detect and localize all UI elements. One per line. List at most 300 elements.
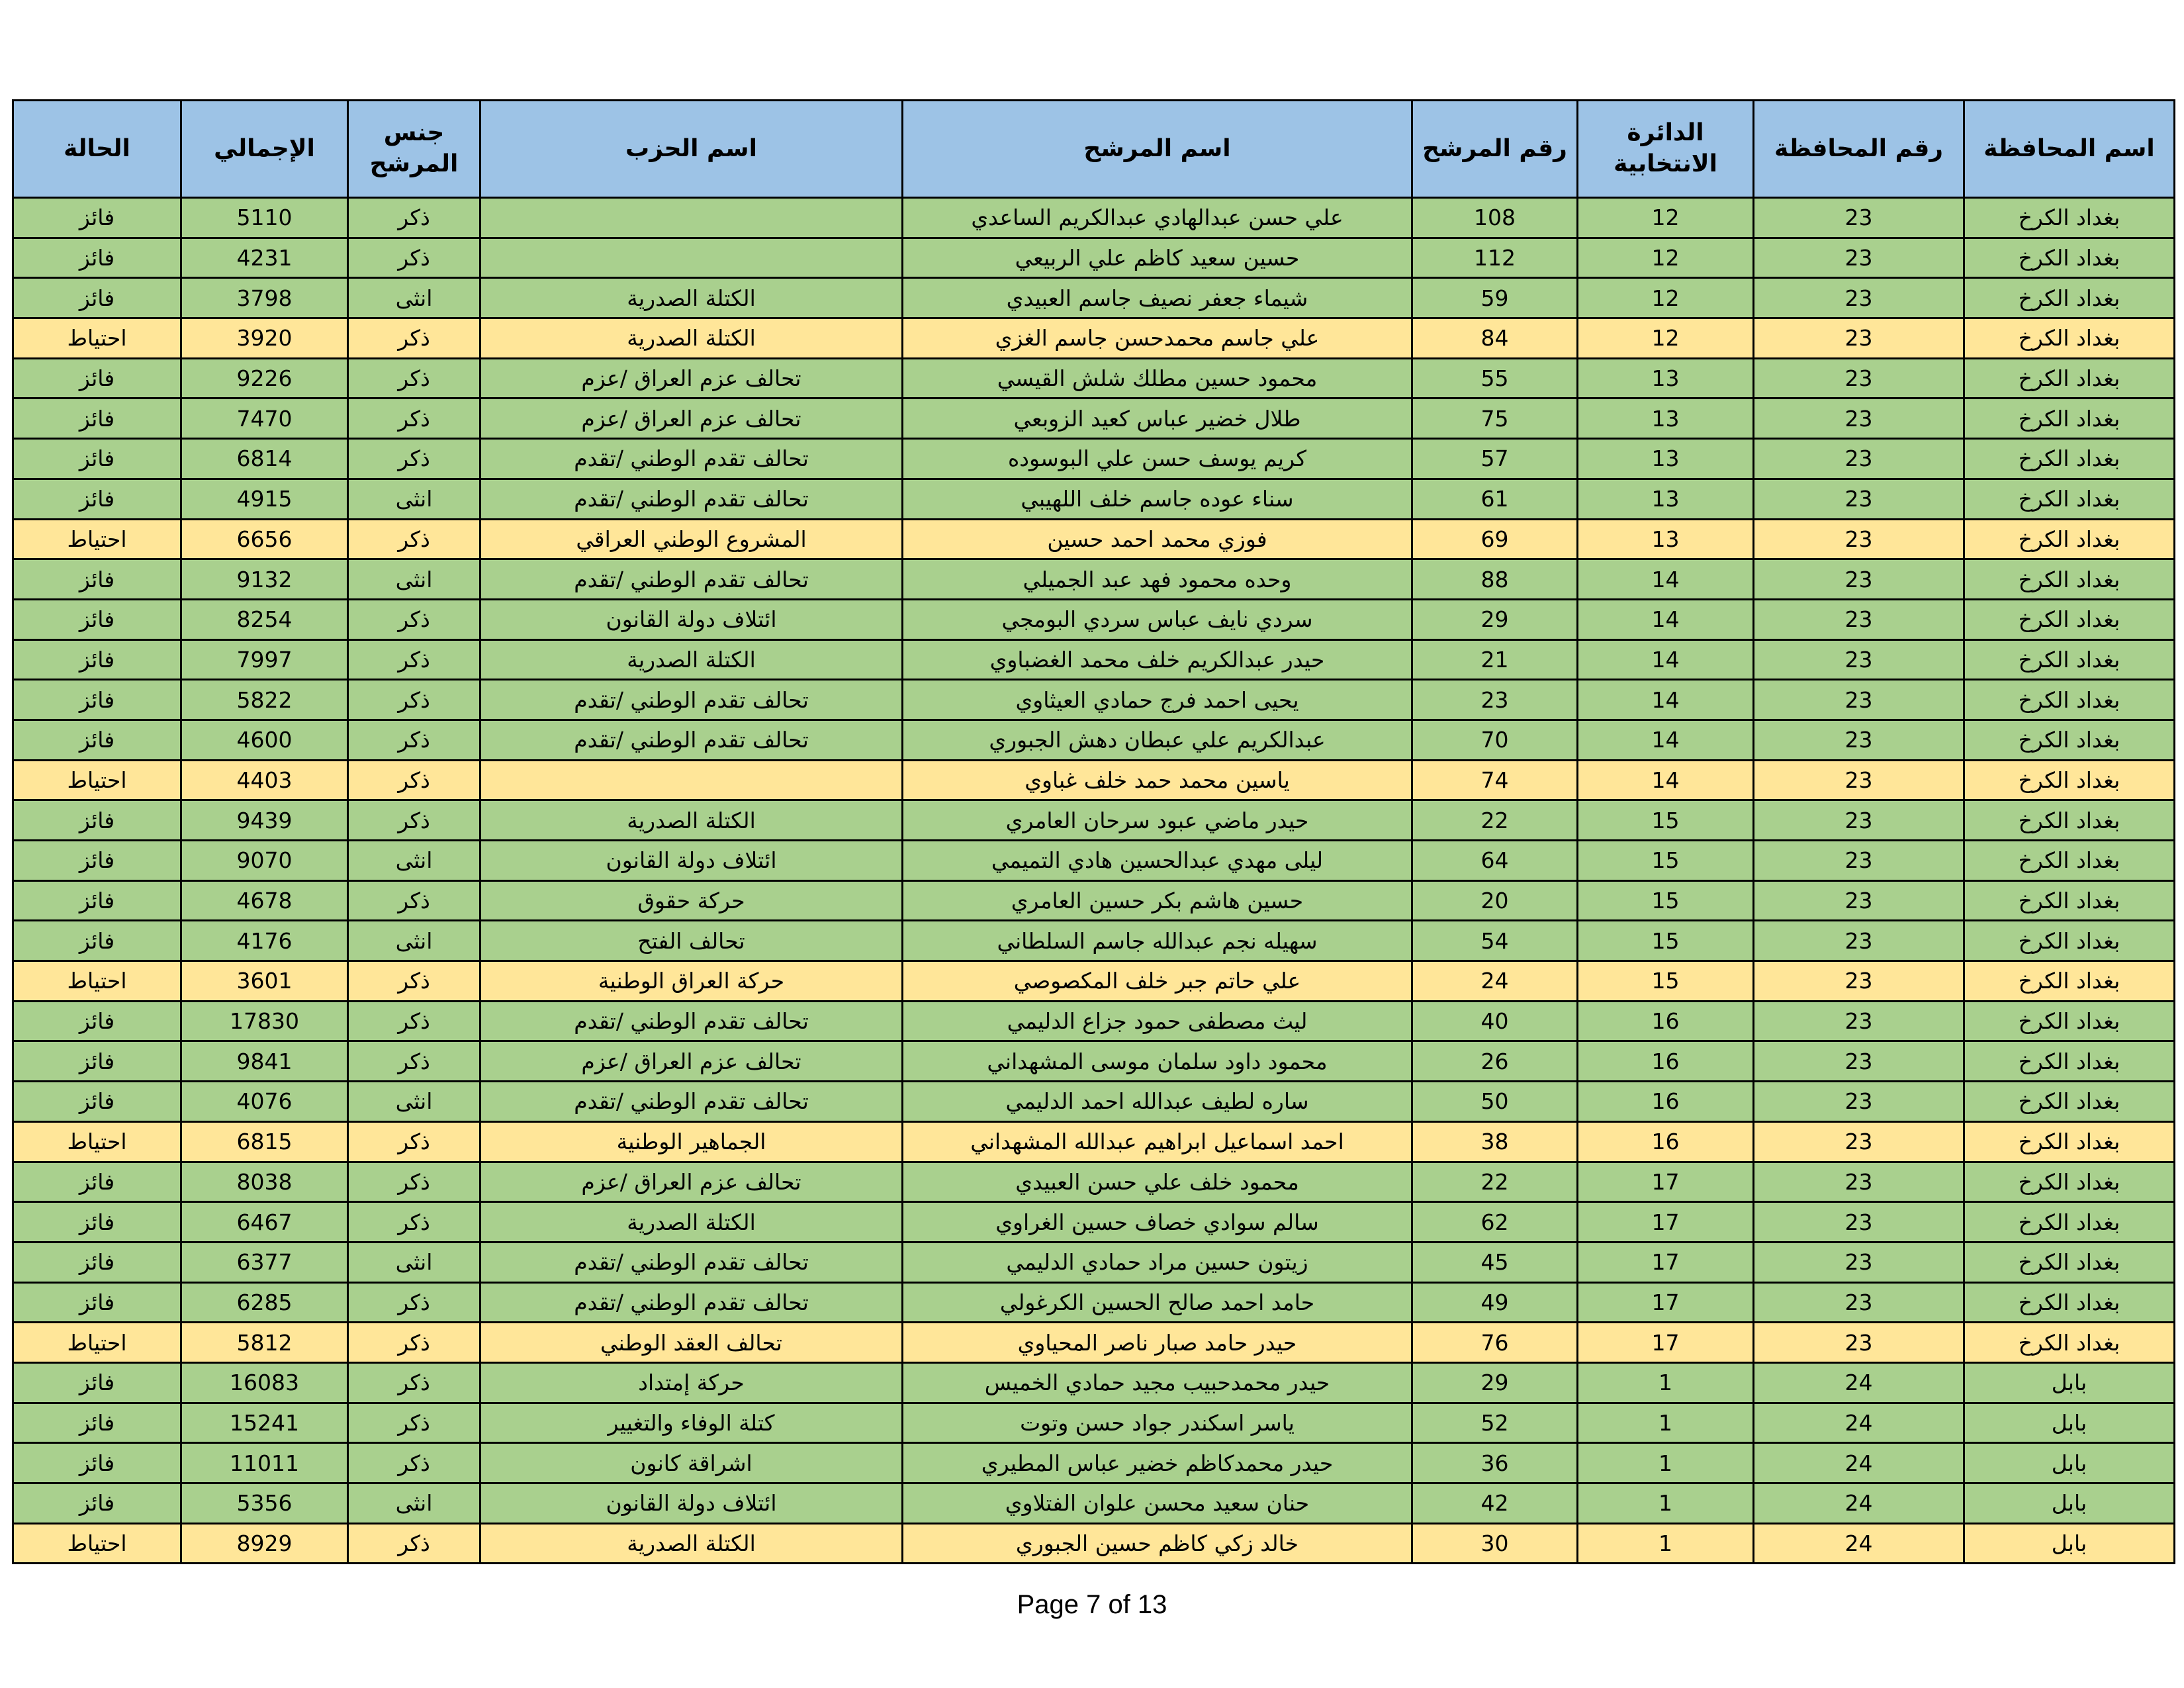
cell-party-name: تحالف تقدم الوطني /تقدم [480, 439, 903, 479]
cell-candidate-number: 57 [1412, 439, 1578, 479]
table-row [13, 1041, 2175, 1082]
cell-status: احتياط [13, 1323, 181, 1363]
table-row [13, 1162, 2175, 1202]
cell-party-name: تحالف تقدم الوطني /تقدم [480, 1242, 903, 1282]
cell-province-name: بغداد الكرخ [1964, 238, 2175, 278]
cell-candidate-name: علي حاتم جبر خلف المكصوصي [903, 961, 1412, 1002]
cell-party-name: تحالف تقدم الوطني /تقدم [480, 479, 903, 519]
cell-candidate-number: 76 [1412, 1323, 1578, 1363]
table-row [13, 1242, 2175, 1282]
cell-province-name: بابل [1964, 1483, 2175, 1524]
cell-province-name: بغداد الكرخ [1964, 1041, 2175, 1082]
cell-total-votes: 9132 [181, 559, 348, 600]
cell-total-votes: 6285 [181, 1282, 348, 1323]
cell-candidate-number: 26 [1412, 1041, 1578, 1082]
cell-candidate-name: علي جاسم محمدحسن جاسم الغزي [903, 318, 1412, 359]
cell-electoral-district: 15 [1578, 880, 1754, 921]
cell-candidate-name: سالم سوادي خصاف حسين الغراوي [903, 1202, 1412, 1243]
cell-province-number: 24 [1754, 1523, 1964, 1564]
cell-candidate-number: 55 [1412, 358, 1578, 399]
cell-candidate-number: 45 [1412, 1242, 1578, 1282]
cell-total-votes: 6815 [181, 1121, 348, 1162]
cell-province-name: بغداد الكرخ [1964, 1282, 2175, 1323]
cell-electoral-district: 16 [1578, 1121, 1754, 1162]
cell-electoral-district: 15 [1578, 921, 1754, 961]
cell-status: فائز [13, 439, 181, 479]
cell-candidate-name: حيدر محمدكاظم خضير عباس المطيري [903, 1443, 1412, 1483]
header-total-votes: الإجمالي [181, 101, 348, 198]
cell-electoral-district: 1 [1578, 1483, 1754, 1524]
cell-candidate-gender: ذكر [348, 961, 480, 1002]
cell-province-number: 24 [1754, 1443, 1964, 1483]
cell-status: احتياط [13, 318, 181, 359]
cell-province-name: بغداد الكرخ [1964, 841, 2175, 881]
cell-total-votes: 6377 [181, 1242, 348, 1282]
cell-party-name: ائتلاف دولة القانون [480, 599, 903, 639]
cell-electoral-district: 13 [1578, 439, 1754, 479]
cell-total-votes: 17830 [181, 1001, 348, 1041]
results-table [12, 99, 2175, 1564]
table-row [13, 439, 2175, 479]
cell-candidate-number: 38 [1412, 1121, 1578, 1162]
cell-province-name: بغداد الكرخ [1964, 358, 2175, 399]
cell-candidate-gender: انثى [348, 1082, 480, 1122]
cell-candidate-gender: ذكر [348, 1202, 480, 1243]
cell-province-number: 23 [1754, 559, 1964, 600]
table-row [13, 1001, 2175, 1041]
cell-status: فائز [13, 238, 181, 278]
cell-province-number: 23 [1754, 278, 1964, 318]
cell-candidate-gender: ذكر [348, 1121, 480, 1162]
cell-candidate-name: وحده محمود فهد عبد الجميلي [903, 559, 1412, 600]
cell-candidate-number: 49 [1412, 1282, 1578, 1323]
cell-province-number: 24 [1754, 1403, 1964, 1443]
cell-total-votes: 7470 [181, 399, 348, 439]
cell-province-number: 23 [1754, 680, 1964, 720]
cell-status: فائز [13, 680, 181, 720]
table-row [13, 1323, 2175, 1363]
cell-candidate-number: 74 [1412, 760, 1578, 800]
cell-total-votes: 9439 [181, 800, 348, 841]
cell-party-name: الكتلة الصدرية [480, 800, 903, 841]
cell-party-name: حركة حقوق [480, 880, 903, 921]
cell-province-name: بابل [1964, 1443, 2175, 1483]
cell-candidate-name: محمود حسين مطلك شلش القيسي [903, 358, 1412, 399]
cell-total-votes: 11011 [181, 1443, 348, 1483]
cell-electoral-district: 12 [1578, 238, 1754, 278]
table-row [13, 1483, 2175, 1524]
cell-province-name: بغداد الكرخ [1964, 720, 2175, 760]
cell-candidate-name: ليلى مهدي عبدالحسين هادي التميمي [903, 841, 1412, 881]
cell-province-number: 23 [1754, 1082, 1964, 1122]
cell-electoral-district: 15 [1578, 961, 1754, 1002]
table-row [13, 1443, 2175, 1483]
table-row [13, 800, 2175, 841]
cell-candidate-name: عبدالكريم علي عبطان دهش الجبوري [903, 720, 1412, 760]
cell-electoral-district: 1 [1578, 1403, 1754, 1443]
cell-candidate-name: سردي نايف عباس سردي البومجي [903, 599, 1412, 639]
cell-candidate-gender: ذكر [348, 1282, 480, 1323]
cell-status: فائز [13, 1162, 181, 1202]
cell-province-number: 23 [1754, 358, 1964, 399]
cell-total-votes: 4076 [181, 1082, 348, 1122]
cell-status: فائز [13, 841, 181, 881]
cell-candidate-number: 42 [1412, 1483, 1578, 1524]
cell-candidate-gender: انثى [348, 1483, 480, 1524]
cell-candidate-gender: ذكر [348, 1162, 480, 1202]
cell-province-name: بابل [1964, 1362, 2175, 1403]
cell-candidate-name: سناء عوده جاسم خلف اللهيبي [903, 479, 1412, 519]
cell-total-votes: 16083 [181, 1362, 348, 1403]
table-row [13, 1121, 2175, 1162]
cell-candidate-gender: انثى [348, 841, 480, 881]
cell-candidate-number: 29 [1412, 599, 1578, 639]
cell-status: فائز [13, 599, 181, 639]
cell-candidate-gender: ذكر [348, 880, 480, 921]
table-row [13, 841, 2175, 881]
cell-candidate-number: 30 [1412, 1523, 1578, 1564]
cell-total-votes: 8038 [181, 1162, 348, 1202]
cell-candidate-name: زيتون حسين مراد حمادي الدليمي [903, 1242, 1412, 1282]
cell-province-number: 23 [1754, 760, 1964, 800]
cell-party-name: تحالف عزم العراق /عزم [480, 358, 903, 399]
cell-party-name: المشروع الوطني العراقي [480, 519, 903, 559]
cell-candidate-gender: ذكر [348, 760, 480, 800]
cell-province-number: 23 [1754, 479, 1964, 519]
cell-party-name: الكتلة الصدرية [480, 278, 903, 318]
cell-electoral-district: 17 [1578, 1282, 1754, 1323]
cell-candidate-number: 69 [1412, 519, 1578, 559]
cell-electoral-district: 13 [1578, 399, 1754, 439]
cell-candidate-name: حيدر ماضي عبود سرحان العامري [903, 800, 1412, 841]
cell-candidate-gender: ذكر [348, 238, 480, 278]
cell-candidate-name: علي حسن عبدالهادي عبدالكريم الساعدي [903, 198, 1412, 238]
cell-candidate-gender: ذكر [348, 1443, 480, 1483]
cell-total-votes: 5356 [181, 1483, 348, 1524]
cell-party-name [480, 238, 903, 278]
cell-candidate-name: حنان سعيد محسن علوان الفتلاوي [903, 1483, 1412, 1524]
cell-candidate-number: 75 [1412, 399, 1578, 439]
cell-province-number: 23 [1754, 639, 1964, 680]
cell-electoral-district: 12 [1578, 278, 1754, 318]
table-row [13, 479, 2175, 519]
cell-party-name: تحالف عزم العراق /عزم [480, 399, 903, 439]
cell-party-name: حركة العراق الوطنية [480, 961, 903, 1002]
cell-candidate-name: حسين هاشم بكر حسين العامري [903, 880, 1412, 921]
cell-candidate-gender: ذكر [348, 399, 480, 439]
cell-status: فائز [13, 1082, 181, 1122]
cell-status: فائز [13, 1483, 181, 1524]
cell-status: احتياط [13, 1523, 181, 1564]
cell-status: فائز [13, 559, 181, 600]
cell-province-number: 23 [1754, 880, 1964, 921]
table-row [13, 760, 2175, 800]
cell-province-number: 23 [1754, 1162, 1964, 1202]
cell-province-name: بغداد الكرخ [1964, 439, 2175, 479]
cell-province-name: بغداد الكرخ [1964, 559, 2175, 600]
cell-candidate-number: 22 [1412, 1162, 1578, 1202]
cell-province-number: 23 [1754, 921, 1964, 961]
cell-status: فائز [13, 1202, 181, 1243]
cell-province-number: 23 [1754, 841, 1964, 881]
header-province-name: اسم المحافظة [1964, 101, 2175, 198]
cell-electoral-district: 14 [1578, 599, 1754, 639]
cell-province-number: 23 [1754, 198, 1964, 238]
cell-province-number: 23 [1754, 720, 1964, 760]
cell-candidate-number: 64 [1412, 841, 1578, 881]
cell-province-name: بغداد الكرخ [1964, 1162, 2175, 1202]
cell-province-name: بغداد الكرخ [1964, 1082, 2175, 1122]
cell-candidate-number: 70 [1412, 720, 1578, 760]
cell-province-number: 23 [1754, 399, 1964, 439]
cell-total-votes: 7997 [181, 639, 348, 680]
cell-total-votes: 9841 [181, 1041, 348, 1082]
cell-total-votes: 6467 [181, 1202, 348, 1243]
header-candidate-name: اسم المرشح [903, 101, 1412, 198]
table-row [13, 358, 2175, 399]
cell-status: فائز [13, 479, 181, 519]
cell-total-votes: 8929 [181, 1523, 348, 1564]
cell-province-number: 23 [1754, 1323, 1964, 1363]
cell-province-name: بغداد الكرخ [1964, 639, 2175, 680]
cell-candidate-name: يحيى احمد فرج حمادي العيثاوي [903, 680, 1412, 720]
cell-electoral-district: 17 [1578, 1202, 1754, 1243]
cell-electoral-district: 15 [1578, 800, 1754, 841]
cell-electoral-district: 17 [1578, 1323, 1754, 1363]
table-row [13, 399, 2175, 439]
cell-status: فائز [13, 1041, 181, 1082]
table-row [13, 880, 2175, 921]
cell-party-name: تحالف الفتح [480, 921, 903, 961]
cell-candidate-name: طلال خضير عباس كعيد الزوبعي [903, 399, 1412, 439]
table-row [13, 1403, 2175, 1443]
cell-province-name: بغداد الكرخ [1964, 880, 2175, 921]
cell-province-name: بغداد الكرخ [1964, 921, 2175, 961]
cell-province-number: 23 [1754, 1041, 1964, 1082]
cell-province-name: بغداد الكرخ [1964, 479, 2175, 519]
table-row [13, 198, 2175, 238]
cell-status: فائز [13, 880, 181, 921]
cell-province-number: 23 [1754, 1121, 1964, 1162]
table-row [13, 1082, 2175, 1122]
header-status: الحالة [13, 101, 181, 198]
table-row [13, 1362, 2175, 1403]
cell-candidate-gender: ذكر [348, 680, 480, 720]
cell-candidate-number: 62 [1412, 1202, 1578, 1243]
cell-party-name: ائتلاف دولة القانون [480, 841, 903, 881]
cell-party-name: تحالف تقدم الوطني /تقدم [480, 1282, 903, 1323]
cell-province-number: 23 [1754, 1001, 1964, 1041]
cell-candidate-gender: ذكر [348, 800, 480, 841]
cell-total-votes: 4176 [181, 921, 348, 961]
cell-electoral-district: 14 [1578, 720, 1754, 760]
cell-status: فائز [13, 399, 181, 439]
cell-province-name: بغداد الكرخ [1964, 278, 2175, 318]
cell-candidate-number: 22 [1412, 800, 1578, 841]
table-row [13, 318, 2175, 359]
cell-candidate-gender: ذكر [348, 720, 480, 760]
cell-party-name: الكتلة الصدرية [480, 639, 903, 680]
cell-candidate-gender: انثى [348, 921, 480, 961]
cell-total-votes: 8254 [181, 599, 348, 639]
cell-candidate-gender: ذكر [348, 1323, 480, 1363]
cell-party-name: تحالف عزم العراق /عزم [480, 1041, 903, 1082]
cell-candidate-gender: انثى [348, 559, 480, 600]
cell-province-name: بغداد الكرخ [1964, 961, 2175, 1002]
cell-status: احتياط [13, 519, 181, 559]
cell-province-number: 23 [1754, 318, 1964, 359]
cell-electoral-district: 13 [1578, 479, 1754, 519]
cell-party-name: الكتلة الصدرية [480, 318, 903, 359]
cell-candidate-gender: انثى [348, 479, 480, 519]
cell-status: فائز [13, 1362, 181, 1403]
cell-candidate-gender: ذكر [348, 639, 480, 680]
header-candidate-number: رقم المرشح [1412, 101, 1578, 198]
cell-electoral-district: 12 [1578, 198, 1754, 238]
cell-party-name: تحالف تقدم الوطني /تقدم [480, 1001, 903, 1041]
cell-total-votes: 5812 [181, 1323, 348, 1363]
cell-party-name [480, 198, 903, 238]
cell-status: فائز [13, 1282, 181, 1323]
cell-electoral-district: 16 [1578, 1001, 1754, 1041]
cell-status: فائز [13, 1242, 181, 1282]
cell-province-name: بغداد الكرخ [1964, 1242, 2175, 1282]
cell-candidate-number: 52 [1412, 1403, 1578, 1443]
cell-electoral-district: 13 [1578, 519, 1754, 559]
cell-candidate-number: 54 [1412, 921, 1578, 961]
cell-province-name: بغداد الكرخ [1964, 680, 2175, 720]
cell-candidate-name: ياسر اسكندر جواد حسن وتوت [903, 1403, 1412, 1443]
cell-province-name: بغداد الكرخ [1964, 800, 2175, 841]
cell-province-name: بغداد الكرخ [1964, 318, 2175, 359]
cell-electoral-district: 16 [1578, 1082, 1754, 1122]
table-row [13, 680, 2175, 720]
cell-province-name: بابل [1964, 1523, 2175, 1564]
table-row [13, 639, 2175, 680]
cell-candidate-name: سهيله نجم عبدالله جاسم السلطاني [903, 921, 1412, 961]
cell-candidate-gender: ذكر [348, 1403, 480, 1443]
cell-candidate-number: 108 [1412, 198, 1578, 238]
cell-electoral-district: 16 [1578, 1041, 1754, 1082]
table-row [13, 1202, 2175, 1243]
cell-total-votes: 4915 [181, 479, 348, 519]
cell-candidate-number: 23 [1412, 680, 1578, 720]
cell-status: فائز [13, 720, 181, 760]
cell-status: فائز [13, 198, 181, 238]
cell-candidate-name: محمود خلف علي حسن العبيدي [903, 1162, 1412, 1202]
cell-party-name: الكتلة الصدرية [480, 1202, 903, 1243]
cell-status: احتياط [13, 1121, 181, 1162]
cell-province-number: 23 [1754, 961, 1964, 1002]
cell-province-name: بغداد الكرخ [1964, 198, 2175, 238]
cell-candidate-number: 24 [1412, 961, 1578, 1002]
cell-candidate-number: 61 [1412, 479, 1578, 519]
cell-candidate-name: حيدر عبدالكريم خلف محمد الغضباوي [903, 639, 1412, 680]
cell-candidate-number: 20 [1412, 880, 1578, 921]
table-row [13, 1282, 2175, 1323]
cell-province-name: بغداد الكرخ [1964, 1323, 2175, 1363]
cell-province-name: بغداد الكرخ [1964, 1202, 2175, 1243]
cell-candidate-name: حسين سعيد كاظم علي الربيعي [903, 238, 1412, 278]
table-row [13, 278, 2175, 318]
cell-party-name: تحالف العقد الوطني [480, 1323, 903, 1363]
cell-candidate-gender: انثى [348, 278, 480, 318]
cell-electoral-district: 14 [1578, 680, 1754, 720]
header-party-name: اسم الحزب [480, 101, 903, 198]
cell-candidate-number: 84 [1412, 318, 1578, 359]
cell-status: فائز [13, 800, 181, 841]
cell-total-votes: 5822 [181, 680, 348, 720]
cell-candidate-number: 59 [1412, 278, 1578, 318]
cell-status: فائز [13, 1403, 181, 1443]
table-row [13, 559, 2175, 600]
cell-total-votes: 4678 [181, 880, 348, 921]
cell-province-name: بغداد الكرخ [1964, 399, 2175, 439]
cell-total-votes: 4231 [181, 238, 348, 278]
cell-province-name: بغداد الكرخ [1964, 599, 2175, 639]
cell-status: فائز [13, 278, 181, 318]
cell-province-name: بغداد الكرخ [1964, 519, 2175, 559]
cell-province-number: 23 [1754, 439, 1964, 479]
cell-candidate-name: ليث مصطفى حمود جزاع الدليمي [903, 1001, 1412, 1041]
cell-province-number: 23 [1754, 1242, 1964, 1282]
table-row [13, 720, 2175, 760]
cell-candidate-name: احمد اسماعيل ابراهيم عبدالله المشهداني [903, 1121, 1412, 1162]
cell-status: فائز [13, 921, 181, 961]
cell-electoral-district: 1 [1578, 1443, 1754, 1483]
cell-electoral-district: 14 [1578, 760, 1754, 800]
cell-status: فائز [13, 1001, 181, 1041]
cell-candidate-gender: ذكر [348, 599, 480, 639]
cell-province-name: بغداد الكرخ [1964, 1121, 2175, 1162]
cell-status: احتياط [13, 760, 181, 800]
table-body [13, 198, 2175, 1564]
cell-electoral-district: 15 [1578, 841, 1754, 881]
cell-candidate-name: ياسين محمد حمد خلف غباوي [903, 760, 1412, 800]
cell-candidate-name: فوزي محمد احمد حسين [903, 519, 1412, 559]
table-row [13, 921, 2175, 961]
cell-party-name: تحالف تقدم الوطني /تقدم [480, 1082, 903, 1122]
cell-candidate-gender: ذكر [348, 318, 480, 359]
cell-total-votes: 9070 [181, 841, 348, 881]
cell-candidate-number: 112 [1412, 238, 1578, 278]
cell-total-votes: 4600 [181, 720, 348, 760]
cell-candidate-name: حيدر محمدحبيب مجيد حمادي الخميس [903, 1362, 1412, 1403]
cell-candidate-name: حامد احمد صالح الحسين الكرغولي [903, 1282, 1412, 1323]
cell-candidate-number: 36 [1412, 1443, 1578, 1483]
cell-candidate-gender: ذكر [348, 519, 480, 559]
table-row [13, 599, 2175, 639]
cell-candidate-name: ساره لطيف عبدالله احمد الدليمي [903, 1082, 1412, 1122]
cell-province-number: 24 [1754, 1483, 1964, 1524]
cell-province-number: 23 [1754, 519, 1964, 559]
cell-electoral-district: 12 [1578, 318, 1754, 359]
cell-candidate-number: 88 [1412, 559, 1578, 600]
table-row [13, 961, 2175, 1002]
cell-total-votes: 6814 [181, 439, 348, 479]
cell-province-number: 23 [1754, 800, 1964, 841]
table-row [13, 238, 2175, 278]
cell-candidate-name: كريم يوسف حسن علي البوسوده [903, 439, 1412, 479]
cell-party-name: تحالف تقدم الوطني /تقدم [480, 680, 903, 720]
cell-province-number: 23 [1754, 599, 1964, 639]
cell-province-name: بابل [1964, 1403, 2175, 1443]
cell-total-votes: 15241 [181, 1403, 348, 1443]
cell-province-number: 23 [1754, 1282, 1964, 1323]
cell-province-number: 23 [1754, 238, 1964, 278]
cell-candidate-name: محمود داود سلمان موسى المشهداني [903, 1041, 1412, 1082]
cell-candidate-gender: ذكر [348, 1523, 480, 1564]
